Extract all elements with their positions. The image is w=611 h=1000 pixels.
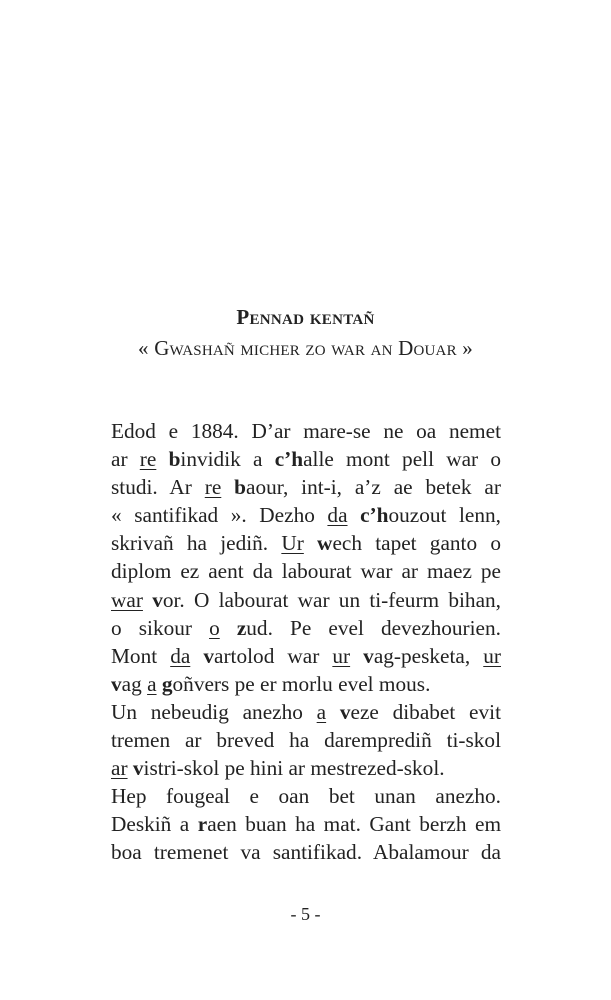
text-line: [111, 754, 501, 782]
underlined-word: a: [316, 699, 327, 724]
text-segment: ech tapet ganto o: [332, 531, 501, 556]
text-line: [111, 698, 501, 726]
text-segment: boa tremenet va santifikad. Abalamour da: [111, 840, 501, 865]
underlined-word: war: [111, 587, 143, 612]
bold-letter: r: [197, 812, 208, 837]
text-segment: oñvers pe er morlu evel mous.: [172, 671, 431, 696]
text-segment: [156, 447, 168, 471]
text-line: [111, 642, 501, 670]
bold-letter: w: [317, 531, 333, 556]
bold-letter: v: [111, 671, 122, 696]
text-line: [111, 726, 501, 754]
underlined-word: ur: [483, 643, 501, 668]
text-segment: diplom ez aent da labourat war ar maez pe: [111, 559, 501, 584]
chapter-subtitle: « Gwashañ micher zo war an Douar »: [138, 336, 473, 360]
text-segment: [190, 644, 203, 668]
bold-letter: v: [339, 699, 351, 724]
underlined-word: re: [204, 475, 222, 500]
bold-letter: v: [132, 756, 144, 781]
text-segment: aen buan ha mat. Gant berzh em: [207, 812, 502, 837]
text-segment: [348, 503, 361, 527]
bold-letter: g: [161, 671, 173, 696]
bold-letter: c’h: [274, 447, 304, 472]
text-segment: artolod war: [214, 643, 333, 668]
text-line: [111, 670, 501, 698]
bold-letter: v: [203, 643, 215, 668]
text-segment: tremen ar breved ha daremprediñ ti-skol: [111, 728, 501, 753]
text-line: [111, 445, 501, 473]
bold-letter: b: [234, 475, 247, 500]
text-segment: studi. Ar: [111, 475, 205, 500]
underlined-word: ur: [332, 643, 351, 668]
bold-letter: v: [152, 587, 163, 612]
text-line: [111, 586, 501, 614]
text-line: [111, 810, 501, 838]
underlined-word: o: [209, 615, 220, 640]
text-segment: skrivañ ha jediñ.: [111, 531, 282, 556]
bold-letter: z: [236, 615, 247, 640]
text-segment: [143, 588, 152, 612]
bold-letter: b: [168, 447, 181, 472]
underlined-word: da: [170, 643, 191, 668]
text-segment: istri-skol pe hini ar mestrezed-skol.: [143, 756, 445, 781]
text-segment: Hep fougeal e oan bet unan anezho.: [111, 784, 501, 809]
text-line: [111, 782, 501, 810]
text-line: [111, 417, 501, 445]
underlined-word: re: [139, 447, 157, 472]
text-segment: invidik a: [180, 447, 275, 472]
text-segment: aour, int-i, a’z ae betek ar: [246, 475, 501, 500]
text-segment: alle mont pell war o: [303, 447, 502, 472]
text-segment: or. O labourat war un ti-feurm bihan,: [162, 587, 501, 612]
text-line: [111, 614, 501, 642]
text-segment: ud. Pe evel devezhourien.: [246, 615, 501, 640]
text-segment: ag: [121, 671, 148, 696]
chapter-title: Pennad kentañ: [236, 305, 375, 329]
text-segment: [350, 644, 363, 668]
underlined-word: a: [147, 671, 157, 696]
bold-letter: c’h: [360, 503, 389, 528]
text-line: [111, 473, 501, 501]
bold-letter: v: [363, 643, 374, 668]
text-segment: Un nebeudig anezho: [111, 699, 317, 724]
text-line: [111, 557, 501, 585]
page-number: - 5 -: [290, 904, 321, 924]
body-text: [111, 417, 501, 867]
text-segment: ouzout lenn,: [388, 503, 501, 528]
underlined-word: ar: [111, 756, 128, 781]
text-line: [111, 501, 501, 529]
text-segment: Mont: [111, 643, 171, 668]
text-segment: [220, 616, 237, 640]
text-segment: o sikour: [111, 615, 210, 640]
text-segment: eze dibabet evit: [350, 699, 501, 724]
text-segment: ar: [111, 447, 140, 472]
underlined-word: Ur: [281, 531, 304, 556]
underlined-word: da: [327, 503, 348, 528]
text-segment: Deskiñ a: [111, 812, 198, 837]
text-segment: [304, 531, 317, 555]
text-line: [111, 838, 501, 866]
text-segment: « santifikad ». Dezho: [111, 503, 328, 528]
text-line: [111, 529, 501, 557]
text-segment: [326, 700, 340, 724]
text-segment: ag-pesketa,: [373, 643, 484, 668]
text-segment: [221, 475, 234, 499]
text-segment: Edod e 1884. D’ar mare-se ne oa nemet: [111, 419, 501, 443]
